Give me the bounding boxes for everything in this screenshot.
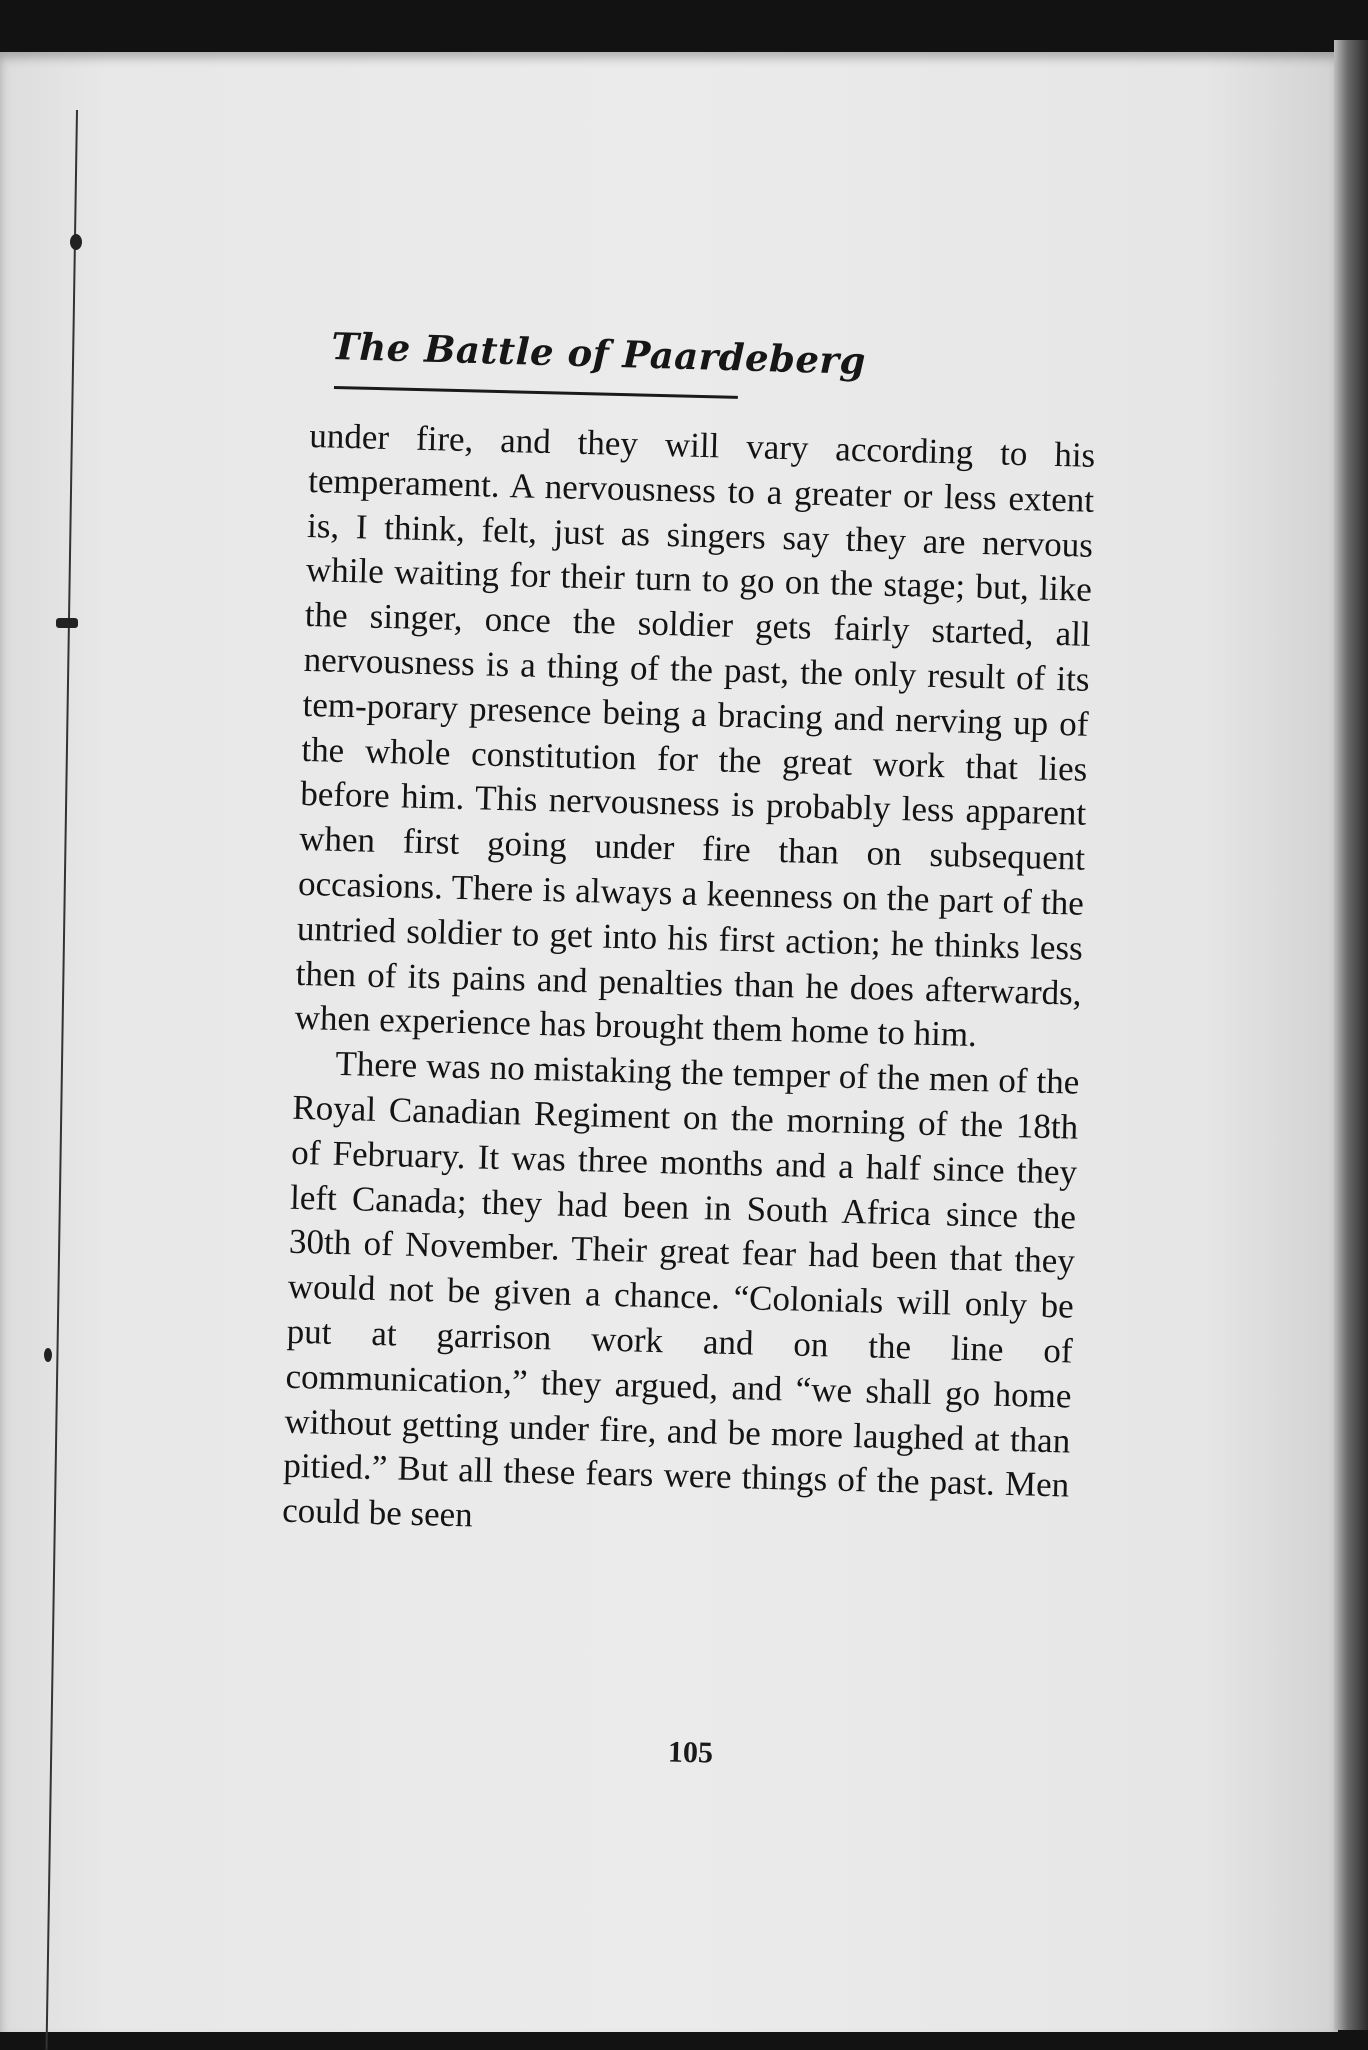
- ink-mark: [44, 1348, 52, 1362]
- body-text: [282, 414, 1096, 1553]
- running-head-rule: [334, 386, 738, 399]
- ink-mark: [56, 618, 78, 628]
- book-page: [0, 52, 1338, 2032]
- running-head: The Battle of Paardeberg: [330, 324, 867, 383]
- page-margin-line: [46, 110, 78, 2050]
- paragraph: There was no mistaking the temper of the men of the Royal Canadian Regiment on the morning of the 18th of February. It was three months and a half since they left Canada; they had been in South Africa since the 30th of November. Their great fear had been that they would not be given a chance. “Colonials will only be put at garrison work and on the line of communication,” they argued, and “we shall go home without getting under fire, and be more laughed at than pitied.” But all these fears were things of the past. Men could be seen: [281, 1044, 1080, 1535]
- page-stack-edge: [1334, 40, 1368, 2030]
- ink-mark: [70, 234, 82, 250]
- paragraph: under fire, and they will vary according to his temperament. A nervousness to a greater or less extent is, I think, felt, just as singers say they are nervous while waiting for their turn to go on the stage; but, like the singer, once the soldier gets fairly started, all nervousness is a thing of the past, the only result of its tem-porary presence being a bracing and nerving up of the whole constitution for the great work that lies before him. This nervousness is probably less apparent when first going under fire than on subsequent occasions. There is always a keenness on the part of the untried soldier to get into his first action; he thinks less then of its pains and penalties than he does afterwards, when experience has brought them home to him.: [294, 415, 1096, 1055]
- page-number: 105: [667, 1735, 714, 1770]
